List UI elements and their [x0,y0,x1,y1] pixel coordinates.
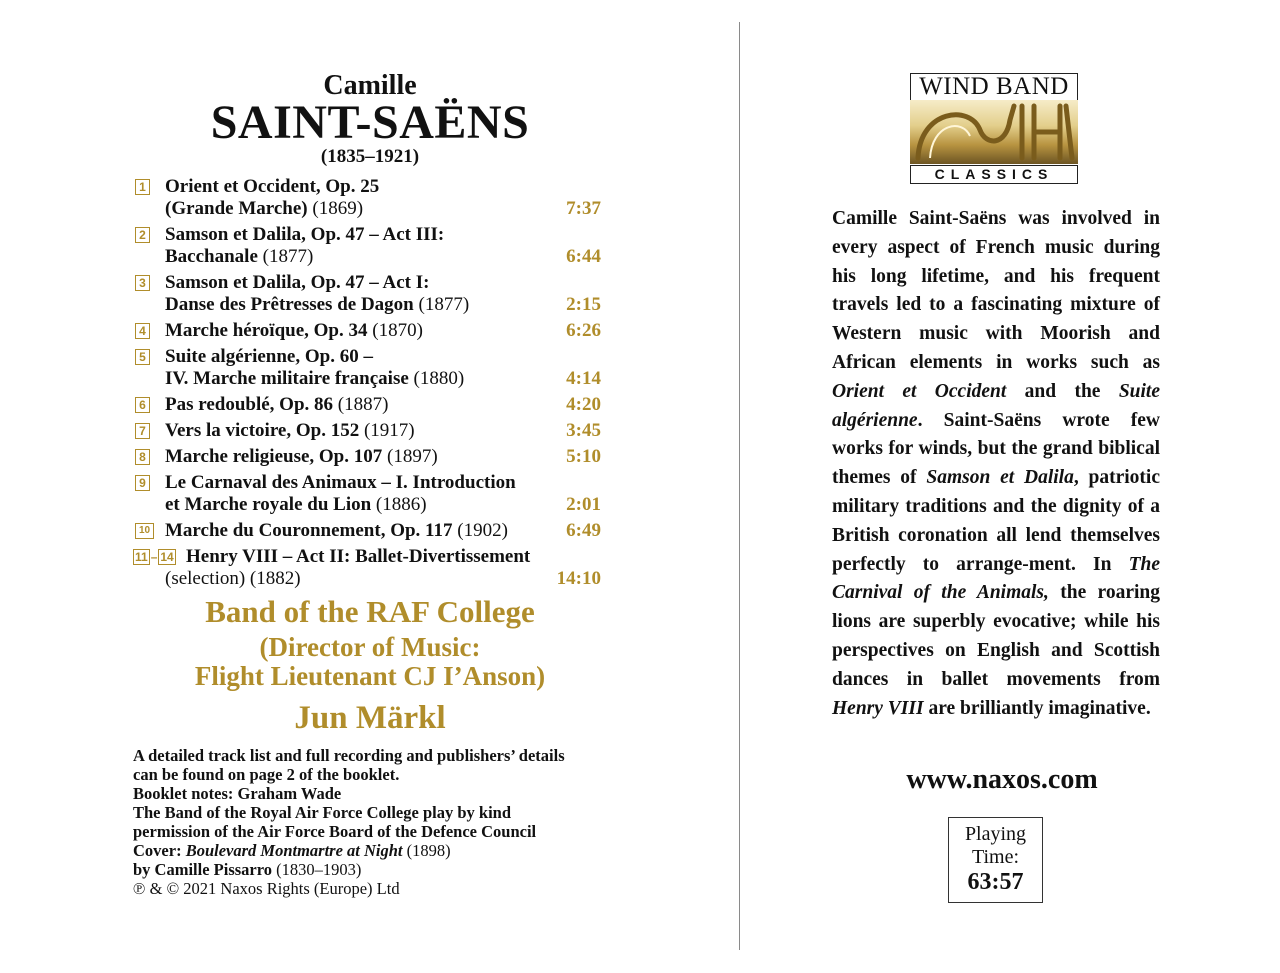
track-number: 5 [135,349,150,365]
track-subtitle: Danse des Prêtresses de Dagon [165,294,414,315]
track-duration: 6:49 [566,520,601,541]
track-number: 8 [135,449,150,465]
track-duration: 7:37 [566,198,601,219]
playing-time-label: Playing [964,823,1027,845]
track-number: 4 [135,323,150,339]
track-year: (1869) [307,198,364,219]
track-duration: 14:10 [556,568,601,589]
track-item [133,176,613,220]
playing-time-value: 63:57 [967,869,1024,895]
track-year: (1897) [382,446,438,467]
track-year: (1886) [371,494,427,515]
track-duration: 5:10 [566,446,601,467]
director-label: (Director of Music: [259,632,481,662]
permission-note-2: permission of the Air Force Board of the Defence Council [133,822,537,841]
track-number: 10 [135,523,154,539]
track-year: (1917) [359,420,415,441]
track-number: 6 [135,397,150,413]
album-description: Camille Saint-Saëns was involved in every aspect of French music during his long lifetime, and his frequent travels led to a fascinating mixture of Western music with Moorish and African elements in works such as Orient et Occident and the Suite algérienne. Saint-Saëns wrote few works for winds, but the grand biblical themes of Samson et Dalila, patriotic military traditions and the dignity of a British coronation all lend themselves perfectly to arrange-ment. In The Carnival of the Animals, the roaring lions are superbly evocative; while his perspectives on English and Scottish dances in ballet movements from Henry VIII are brilliantly imaginative. [832,208,1161,719]
wind-band-classics-logo [910,73,1078,185]
track-title: Vers la victoire, Op. 152 [165,420,360,441]
track-item [133,224,613,268]
track-duration: 4:20 [566,394,601,415]
track-item [133,320,613,342]
track-title: Orient et Occident, Op. 25 [165,176,380,197]
track-subtitle: (selection) (1882) [165,568,301,589]
track-number: 2 [135,227,150,243]
track-number: 7 [135,423,150,439]
cover-credit: Cover: Boulevard Montmartre at Night (1898) [133,841,451,860]
track-number-range: 11 – 14 [135,550,174,564]
track-number: 9 [135,475,150,491]
composer-last-name: SAINT-SAËNS [210,96,530,149]
track-year: (1902) [452,520,508,541]
track-title: Le Carnaval des Animaux – I. Introduction [165,472,516,493]
composer-dates: (1835–1921) [320,146,420,167]
copyright: ℗ & © 2021 Naxos Rights (Europe) Ltd [133,879,400,898]
logo-bottom-text: CLASSICS [910,165,1078,184]
track-title: Suite algérienne, Op. 60 – [165,346,373,367]
conductor-name: Jun Märkl [294,700,446,736]
credits-notes [133,746,633,898]
track-duration: 2:15 [566,294,601,315]
track-year: (1870) [367,320,423,341]
permission-note: The Band of the Royal Air Force College play by kind [133,803,512,822]
playing-time-box [948,817,1043,903]
track-item [133,346,613,390]
track-subtitle: (Grande Marche) [165,198,308,219]
track-duration: 4:14 [566,368,601,389]
logo-top-text: WIND BAND [910,73,1078,101]
track-year: (1887) [333,394,389,415]
track-item [133,446,613,468]
logo-horn-image [910,100,1078,164]
track-duration: 6:26 [566,320,601,341]
track-item [133,472,613,516]
track-number: 1 [135,179,150,195]
track-title: Henry VIII – Act II: Ballet-Divertissement [186,546,531,567]
track-number: 3 [135,275,150,291]
track-item [133,272,613,316]
track-duration: 2:01 [566,494,601,515]
track-subtitle: Bacchanale [165,246,258,267]
panel-divider [739,22,740,950]
track-title: Marche du Couronnement, Op. 117 [165,520,453,541]
booklet-notes: Booklet notes: Graham Wade [133,784,342,803]
track-title: Samson et Dalila, Op. 47 – Act I: [165,272,430,293]
band-name: Band of the RAF College [205,594,535,629]
track-list-note-2: can be found on page 2 of the booklet. [133,765,400,784]
track-item [133,546,613,590]
track-title: Pas redoublé, Op. 86 [165,394,334,415]
track-item [133,520,613,542]
track-list [133,176,613,594]
track-title: Marche héroïque, Op. 34 [165,320,368,341]
track-item [133,394,613,416]
director-name: Flight Lieutenant CJ I’Anson) [194,661,546,691]
track-list-note: A detailed track list and full recording and publishers’ details [133,746,565,765]
track-item [133,420,613,442]
track-year: (1877) [257,246,314,267]
track-title: Marche religieuse, Op. 107 [165,446,383,467]
website-link[interactable]: www.naxos.com [906,764,1098,795]
track-subtitle: IV. Marche militaire française [165,368,409,389]
track-year: (1877) [413,294,470,315]
cover-artist: by Camille Pissarro (1830–1903) [133,860,362,879]
track-year: (1880) [408,368,465,389]
track-duration: 6:44 [566,246,601,267]
track-duration: 3:45 [566,420,601,441]
playing-time-label-2: Time: [971,846,1020,868]
track-subtitle: et Marche royale du Lion [165,494,372,515]
track-title: Samson et Dalila, Op. 47 – Act III: [165,224,445,245]
composer-first-name: Camille [323,70,417,101]
